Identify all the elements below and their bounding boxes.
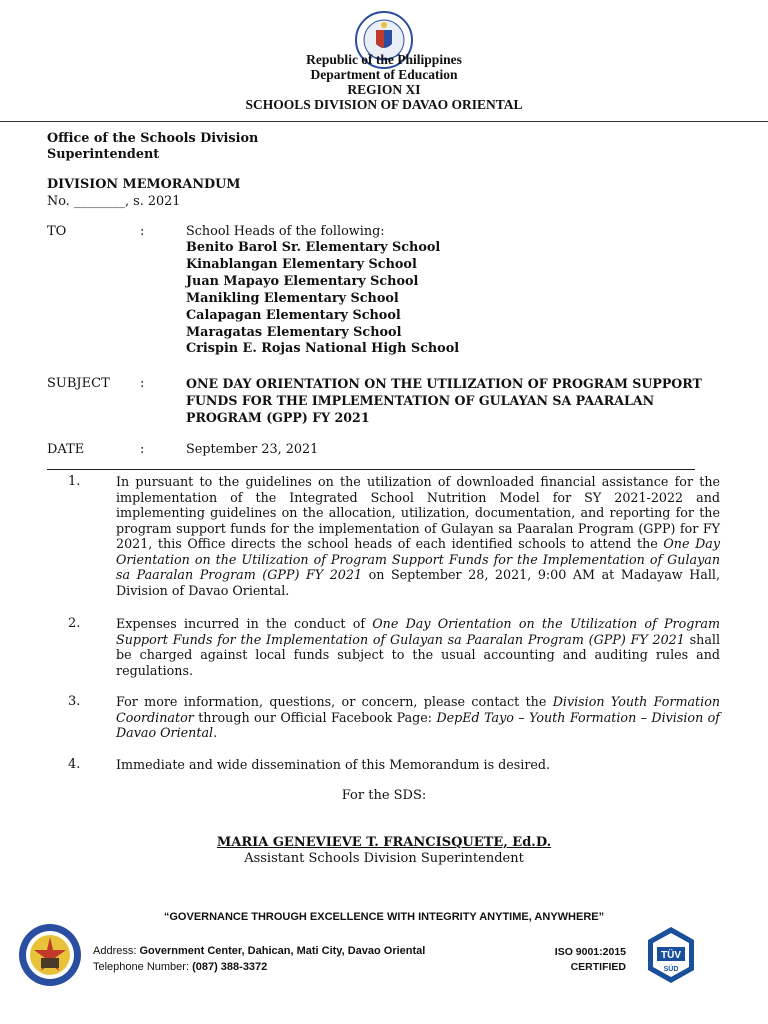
tuv-certification-logo-icon	[645, 925, 697, 985]
address-value: Government Center, Dahican, Mati City, Davao Oriental	[139, 945, 426, 957]
header-department: Department of Education	[310, 67, 458, 82]
subject-colon: :	[140, 376, 145, 391]
date-label: DATE	[47, 442, 85, 457]
to-colon: :	[140, 224, 145, 239]
school-item: Manikling Elementary School	[186, 290, 399, 306]
date-value: September 23, 2021	[186, 442, 319, 457]
paragraph-3-facebook-page: DepEd Tayo – Youth Formation – Division of Davao Oriental	[116, 709, 720, 740]
tuv-text: TÜV	[661, 950, 681, 961]
header-division: SCHOOLS DIVISION OF DAVAO ORIENTAL	[245, 97, 523, 112]
school-item: Juan Mapayo Elementary School	[186, 273, 419, 289]
office-line2: Superintendent	[47, 147, 160, 162]
for-the-sds: For the SDS:	[341, 788, 427, 803]
certified-label: CERTIFIED	[570, 961, 626, 973]
header-region: REGION XI	[347, 82, 421, 97]
school-item: Maragatas Elementary School	[186, 324, 402, 340]
paragraph-3-text-2: through our Official Facebook Page:	[193, 709, 437, 725]
footer-phone	[93, 961, 267, 973]
phone-label: Telephone Number:	[93, 961, 193, 973]
paragraph-1-text: In pursuant to the guidelines on the utilization of downloaded financial assistance for the implementation of the Integrated School Nutrition Model for SY 2021-2022 and implementing guidelines on the allocation, utilization, documentation, and reporting for the program support funds for the implementation of Gulayan sa Paaralan Program (GPP) for FY 2021, this Office directs the school heads of each identified schools to attend the	[116, 474, 720, 551]
signatory-name	[0, 835, 768, 850]
paragraph-2-text: Expenses incurred in the conduct of	[116, 616, 373, 631]
address-label: Address:	[93, 945, 140, 957]
school-item: Benito Barol Sr. Elementary School	[186, 240, 441, 255]
to-intro: School Heads of the following:	[186, 224, 385, 239]
paragraph-2-details: shall be charged against local funds subject to the usual accounting and auditing rules and regulations.	[116, 631, 721, 678]
footer-motto: “GOVERNANCE THROUGH EXCELLENCE WITH INTEGRITY ANYTIME, ANYWHERE”	[163, 911, 605, 923]
paragraph-1-details: on September 28, 2021, 9:00 AM at Madayaw Hall, Division of Davao Oriental.	[116, 567, 721, 598]
footer-address	[93, 945, 425, 957]
signatory-position: Assistant Schools Division Superintendent	[244, 851, 524, 866]
body-divider	[47, 469, 695, 470]
phone-value: (087) 388-3372	[192, 961, 268, 973]
sud-text: SÜD	[663, 966, 679, 973]
school-item: Kinablangan Elementary School	[186, 256, 417, 272]
school-list	[186, 240, 459, 358]
paragraph-4: Immediate and wide dissemination of this Memorandum is desired.	[116, 757, 551, 772]
paragraph-1-event-title: One Day Orientation on the Utilization of Program Support Funds for the Implementation of Gulayan sa Paaralan Program (GPP) FY 2021	[116, 536, 720, 582]
subject-text: ONE DAY ORIENTATION ON THE UTILIZATION OF PROGRAM SUPPORT FUNDS FOR THE IMPLEMENTATION OF GULAYAN SA PAARALAN PROGRAM (GPP) FY 2021	[186, 376, 702, 425]
subject-label: SUBJECT	[47, 376, 110, 391]
paragraph-3-text: For more information, questions, or concern, please contact the	[116, 694, 553, 709]
paragraph-number: 1.	[68, 474, 81, 489]
iso-label: ISO 9001:2015	[554, 946, 626, 958]
office-line1: Office of the Schools Division	[47, 131, 259, 146]
paragraph-3	[116, 694, 720, 741]
header-republic: Republic of the Philippines	[306, 52, 462, 67]
paragraph-number: 4.	[68, 757, 81, 772]
paragraph-2-event-title: One Day Orientation on the Utilization of Program Support Funds for the Implementation of Gulayan sa Paaralan Program (GPP) FY 2021	[116, 616, 720, 647]
paragraph-1	[116, 474, 720, 598]
memo-title: DIVISION MEMORANDUM	[47, 177, 241, 192]
school-item: Calapagan Elementary School	[186, 307, 401, 323]
school-item: Crispin E. Rojas National High School	[186, 341, 460, 357]
header-divider	[0, 121, 768, 122]
paragraph-3-end: .	[213, 725, 218, 740]
division-seal-icon	[17, 922, 83, 988]
date-colon: :	[140, 442, 145, 457]
paragraph-3-coordinator: Division Youth Formation Coordinator	[116, 694, 721, 725]
paragraph-number: 3.	[68, 694, 81, 709]
signatory-name-text: MARIA GENEVIEVE T. FRANCISQUETE, Ed.D.	[216, 835, 552, 850]
to-label: TO	[47, 224, 67, 239]
memo-number: No. ________, s. 2021	[47, 194, 181, 209]
paragraph-2	[116, 616, 720, 678]
paragraph-number: 2.	[68, 616, 81, 631]
